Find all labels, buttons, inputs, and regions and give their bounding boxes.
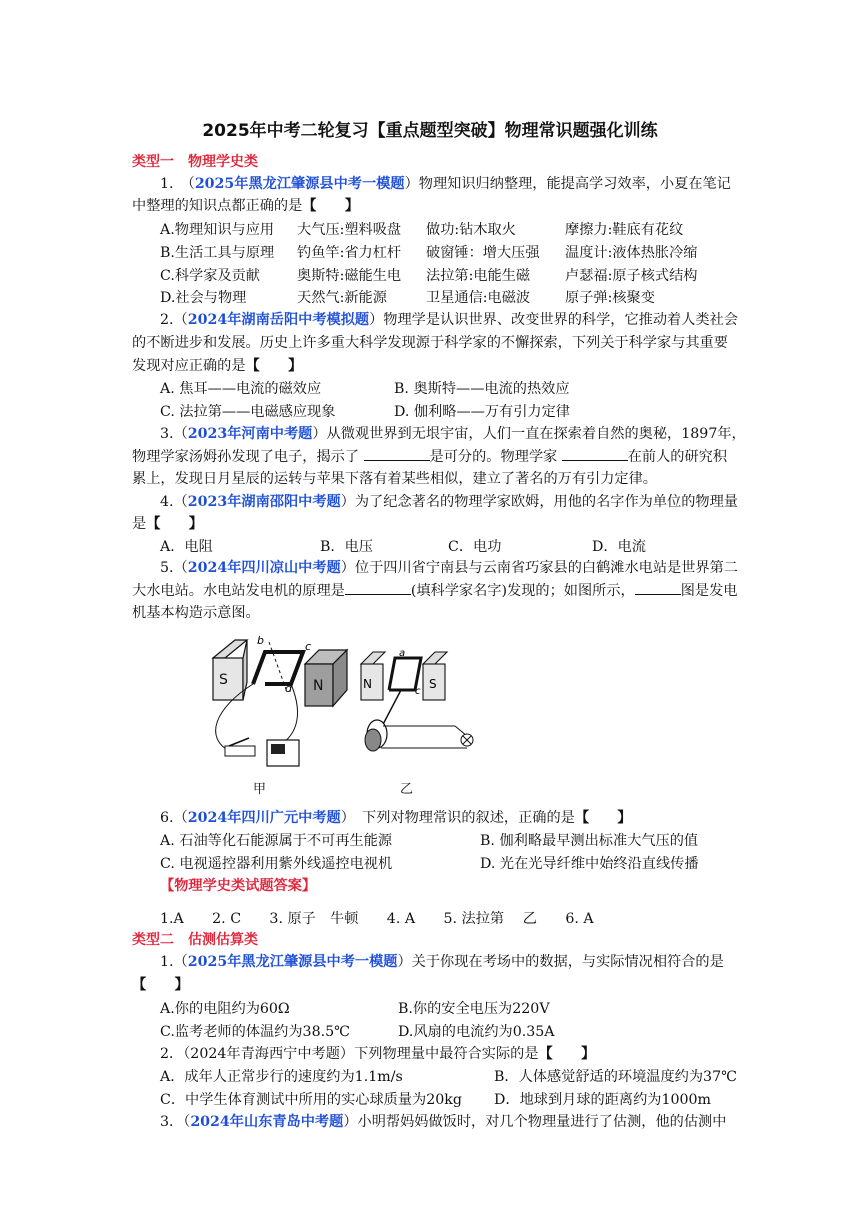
- q1-row-c-c1: C.科学家及贡献: [160, 268, 260, 284]
- t2q1-option-b: B.你的安全电压为220V: [398, 1001, 550, 1017]
- figure-label-yi: 乙: [400, 782, 414, 797]
- q1-row-c-c2: 奥斯特:磁能生电: [297, 268, 402, 284]
- question-text: 物理学家汤姆孙发现了电子，揭示了: [132, 449, 364, 465]
- question-3: [160, 424, 746, 444]
- q-number: 1.（: [160, 954, 188, 970]
- question-text: 是: [132, 516, 147, 532]
- type2-question-2: [160, 1044, 595, 1064]
- question-text: 图是发电: [680, 583, 738, 599]
- fill-blank: [635, 580, 681, 595]
- q1-row-a-c3: 做功:钻木取火: [426, 222, 516, 238]
- question-5: [160, 558, 738, 578]
- label-c: c: [305, 640, 312, 653]
- q6-option-a: A. 石油等化石能源属于不可再生能源: [160, 833, 393, 849]
- question-text: ）关于你现在考场中的数据，与实际情况相符合的是: [397, 954, 724, 970]
- q-number: 6.（: [160, 810, 188, 826]
- question-text: (填科学家名字)发现的；如图所示，: [410, 583, 635, 599]
- type2-question-1: [160, 952, 724, 972]
- q-number: 3.（: [160, 426, 188, 442]
- coil-wire: [253, 652, 303, 684]
- question-5-line2: [132, 580, 737, 601]
- magnet-n-label: N: [313, 678, 324, 694]
- q1-row-d-c1: D.社会与物理: [160, 290, 247, 306]
- question-text: 发现对应正确的是: [132, 358, 246, 374]
- fill-blank: [562, 446, 628, 461]
- q-number: 3．（: [160, 1114, 191, 1130]
- generator-figure-jia: [205, 628, 355, 774]
- q1-row-b-c1: B.生活工具与原理: [160, 245, 275, 261]
- q-number: 1. （: [160, 176, 195, 192]
- question-text: 中整理的知识点都正确的是: [132, 198, 303, 214]
- question-2-line3: [132, 356, 302, 376]
- q2-option-d: D. 伽利略——万有引力定律: [394, 404, 570, 420]
- magnet-s: [213, 640, 247, 700]
- q1-row-d-c3: 卫星通信:电磁波: [426, 290, 531, 306]
- question-text: 在前人的研究积: [627, 449, 728, 465]
- q-number: 4.（: [160, 494, 188, 510]
- q2-option-b: B. 奥斯特——电流的热效应: [394, 381, 570, 397]
- answer-bracket: 【 】: [132, 977, 189, 993]
- type2-question-3: [160, 1112, 726, 1132]
- q1-row-a-c4: 摩擦力:鞋底有花纹: [565, 222, 684, 238]
- q4-option-d: D．电流: [592, 539, 646, 555]
- q1-row-d-c4: 原子弹:核聚变: [565, 290, 655, 306]
- question-text: ）从微观世界到无垠宇宙，人们一直在探索着自然的奥秘，1897年，: [312, 426, 746, 442]
- t2q2-option-b: B．人体感觉舒适的环境温度约为37℃: [494, 1069, 737, 1085]
- magnet-n: [305, 650, 347, 706]
- q1-row-a-c1: A.物理知识与应用: [160, 222, 275, 238]
- slip-ring: [365, 729, 381, 751]
- q1-row-b-c4: 温度计:液体热胀冷缩: [565, 245, 698, 261]
- question-4-line2: [132, 514, 203, 534]
- question-text: 是可分的。物理学家: [429, 449, 562, 465]
- question-text: 2．（2024年青海西宁中考题）下列物理量中最符合实际的是: [160, 1046, 539, 1062]
- question-1: [160, 174, 731, 194]
- q1-row-d-c2: 天然气:新能源: [297, 290, 387, 306]
- q4-option-c: C．电功: [448, 539, 502, 555]
- question-2: [160, 310, 738, 330]
- label-d: d: [285, 682, 292, 695]
- magnet-s: [423, 652, 447, 700]
- magnet-n: [361, 652, 385, 700]
- generator-figure-yi: [355, 644, 480, 764]
- q6-option-c: C. 电视遥控器利用紫外线遥控电视机: [160, 856, 393, 872]
- figure-label-jia: 甲: [253, 782, 267, 797]
- q6-option-d: D. 光在光导纤维中始终沿直线传播: [480, 856, 699, 872]
- switch: [225, 746, 255, 756]
- question-source: 2024年山东青岛中考题: [190, 1114, 344, 1130]
- question-text: ）为了纪念著名的物理学家欧姆，用他的名字作为单位的物理量: [340, 494, 738, 510]
- answer-list: 1.A 2. C 3. 原子 牛顿 4. A 5. 法拉第 乙 6. A: [160, 911, 594, 927]
- question-source: 2024年四川广元中考题: [187, 810, 341, 826]
- type2-heading: 类型二 估测估算类: [132, 932, 258, 948]
- question-3-line3: 累上，发现日月星辰的运转与苹果下落有着某些相似，建立了著名的万有引力定律。: [132, 471, 657, 487]
- q4-option-b: B．电压: [320, 539, 373, 555]
- answer-bracket: 【 】: [538, 1046, 596, 1062]
- type1-heading: 类型一 物理学史类: [132, 154, 258, 170]
- fill-blank: [364, 446, 430, 461]
- t2q2-option-c: C．中学生体育测试中所用的实心球质量为20kg: [160, 1092, 462, 1108]
- magnet-n-label: N: [363, 677, 372, 691]
- question-6: [160, 808, 632, 828]
- q2-option-c: C. 法拉第——电磁感应现象: [160, 404, 336, 420]
- label-c: c: [415, 686, 421, 697]
- q6-option-b: B. 伽利略最早测出标准大气压的值: [480, 833, 699, 849]
- answer-heading: 【物理学史类试题答案】: [160, 878, 317, 894]
- q1-row-a-c2: 大气压:塑料吸盘: [297, 222, 402, 238]
- page-title: 2025年中考二轮复习【重点题型突破】物理常识题强化训练: [202, 121, 658, 141]
- q1-row-b-c2: 钓鱼竿:省力杠杆: [297, 245, 402, 261]
- label-a: a: [399, 648, 406, 659]
- question-source: 2025年黑龙江肇源县中考一模题: [194, 176, 405, 192]
- question-5-line3: 机基本构造示意图。: [132, 605, 260, 621]
- t2q1-option-d: D.风扇的电流约为0.35A: [398, 1024, 555, 1040]
- question-2-line2: 的不断进步和发展。历史上许多重大科学发现源于科学家的不懈探索，下列关于科学家与其重要: [132, 335, 728, 351]
- t2q1-option-a: A.你的电阻约为60Ω: [160, 1001, 290, 1017]
- answer-bracket: 【 】: [245, 358, 303, 374]
- question-text: ） 下列对物理常识的叙述，正确的是: [340, 810, 575, 826]
- q4-option-a: A．电阻: [160, 539, 213, 555]
- q2-option-a: A. 焦耳——电流的磁效应: [160, 381, 322, 397]
- question-text: ）物理学是认识世界、改变世界的科学，它推动着人类社会: [369, 312, 738, 328]
- question-source: 2024年湖南岳阳中考模拟题: [187, 312, 370, 328]
- q1-row-b-c3: 破窗锤：增大压强: [426, 245, 540, 261]
- answer-bracket: 【 】: [574, 810, 632, 826]
- fill-blank: [345, 580, 411, 595]
- question-4: [160, 492, 738, 512]
- meter-display: [271, 744, 285, 754]
- question-source: 2023年湖南邵阳中考题: [187, 494, 341, 510]
- question-1-line2: [132, 196, 359, 216]
- answer-bracket: 【 】: [146, 516, 203, 532]
- t2q2-option-d: D．地球到月球的距离约为1000m: [494, 1092, 711, 1108]
- question-text: 大水电站。水电站发电机的原理是: [132, 583, 345, 599]
- magnet-s-label: S: [219, 672, 228, 688]
- q-number: 2.（: [160, 312, 188, 328]
- magnet-s-label: S: [429, 677, 437, 691]
- t2q1-option-c: C.监考老师的体温约为38.5℃: [160, 1024, 351, 1040]
- label-b: b: [257, 634, 264, 647]
- question-text: ）小明帮妈妈做饭时，对几个物理量进行了估测，他的估测中: [343, 1114, 727, 1130]
- answer-bracket: 【 】: [302, 198, 360, 214]
- question-text: ）物理知识归纳整理，能提高学习效率，小夏在笔记: [404, 176, 731, 192]
- q1-row-c-c3: 法拉第:电能生磁: [426, 268, 531, 284]
- q1-row-c-c4: 卢瑟福:原子核式结构: [565, 268, 698, 284]
- t2q2-option-a: A．成年人正常步行的速度约为1.1m/s: [160, 1069, 403, 1085]
- q-number: 5.（: [160, 560, 188, 576]
- question-source: 2023年河南中考题: [187, 426, 313, 442]
- question-source: 2025年黑龙江肇源县中考一模题: [187, 954, 398, 970]
- question-source: 2024年四川凉山中考题: [187, 560, 341, 576]
- question-text: ）位于四川省宁南县与云南省巧家县的白鹤滩水电站是世界第二: [340, 560, 738, 576]
- question-3-line2: [132, 446, 727, 467]
